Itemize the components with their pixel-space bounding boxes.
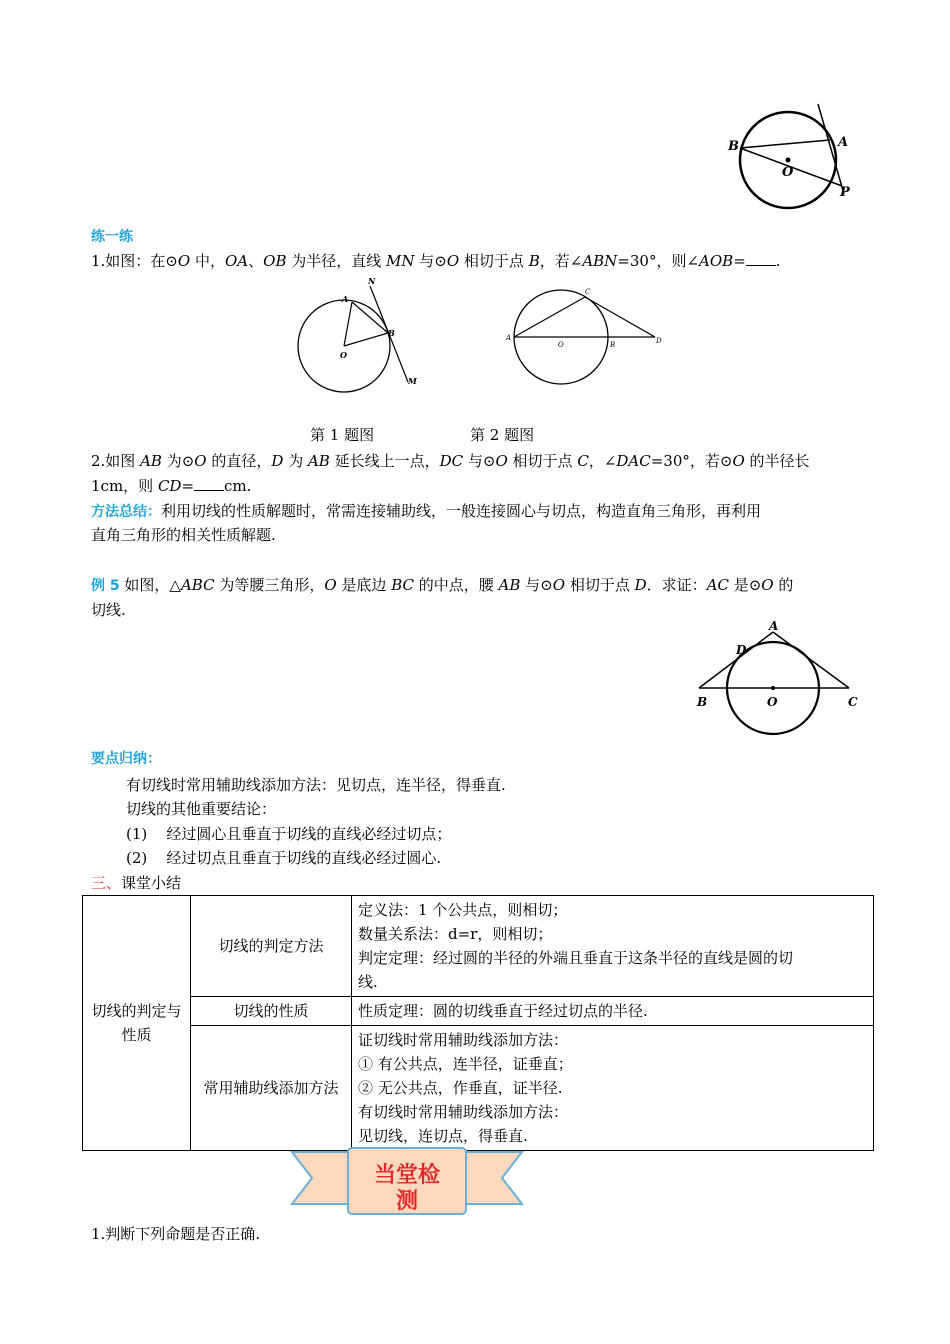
summary-content-3: 证切线时常用辅助线添加方法： ① 有公共点，连半径，证垂直； ② 无公共点，作垂直，证半径. 有切线时常用辅助线添加方法： 见切线，连切点，得垂直. <box>352 1026 874 1151</box>
fig1-caption: 第 1 题图 <box>310 426 375 444</box>
keypoints-heading: 要点归纳： <box>91 751 161 767</box>
summary-topic: 切线的判定与性质 <box>83 896 191 1151</box>
method-summary-line2: 直角三角形的相关性质解题. <box>91 526 276 544</box>
ex5-label-a: A <box>769 619 779 633</box>
fig2-label-b: B <box>610 341 616 349</box>
test-q1: 1.判断下列命题是否正确. <box>91 1225 261 1243</box>
fig2-label-o: O <box>558 341 564 349</box>
practice-q1: 1.如图：在⊙O 中，OA、OB 为半径，直线 MN 与⊙O 相切于点 B，若∠ABN=30°，则∠AOB= . <box>91 252 781 270</box>
fig2-label-c: C <box>585 288 591 296</box>
summary-table <box>82 895 874 1151</box>
fig2-caption: 第 2 题图 <box>470 426 535 444</box>
fig1-label-a: A <box>342 294 349 304</box>
answer-blank[interactable] <box>746 251 776 266</box>
keypoints-item2: (2) 经过切点且垂直于切线的直线必经过圆心. <box>126 849 442 867</box>
fig1-label-b: B <box>388 328 395 338</box>
fig2-label-a: A <box>506 334 512 342</box>
summary-category-3: 常用辅助线添加方法 <box>191 1026 352 1151</box>
ex5-label-d: D <box>736 643 747 657</box>
fig-top-label-b: B <box>728 139 739 154</box>
answer-blank[interactable] <box>194 476 224 491</box>
keypoints-item1: (1) 经过圆心且垂直于切线的直线必经过切点； <box>126 825 452 843</box>
fig-top-label-a: A <box>838 135 849 150</box>
fig1-label-o: O <box>340 350 347 360</box>
summary-content-1: 定义法：1 个公共点，则相切； 数量关系法：d=r，则相切； 判定定理：经过圆的半径的外端且垂直于这条半径的直线是圆的切 线. <box>352 896 874 997</box>
practice-heading: 练一练 <box>91 229 133 245</box>
keypoints-line1: 有切线时常用辅助线添加方法：见切点，连半径，得垂直. <box>126 776 506 794</box>
fig-top-label-p: P <box>840 185 850 200</box>
summary-heading: 三、课堂小结 <box>91 874 182 892</box>
figure-example5 <box>693 618 865 764</box>
banner-text-line2: 测 <box>395 1189 419 1214</box>
example5-line2: 切线. <box>91 601 126 619</box>
summary-category-1: 切线的判定方法 <box>191 896 352 997</box>
practice-q2-line2: 1cm，则 CD= cm. <box>91 477 252 495</box>
summary-content-2: 性质定理：圆的切线垂直于经过切点的半径. <box>352 997 874 1026</box>
fig2-label-d: D <box>656 337 662 345</box>
keypoints-line2: 切线的其他重要结论： <box>126 800 277 818</box>
figure-top-tangent <box>720 98 860 216</box>
summary-category-2: 切线的性质 <box>191 997 352 1026</box>
section-banner <box>288 1146 526 1220</box>
fig-top-label-o: O <box>782 165 794 180</box>
ex5-label-c: C <box>848 695 858 709</box>
ex5-label-b: B <box>697 695 708 709</box>
practice-q2-line1: 2.如图 AB 为⊙O 的直径，D 为 AB 延长线上一点，DC 与⊙O 相切于点 C，∠DAC=30°，若⊙O 的半径长 <box>91 452 810 470</box>
method-summary-line1: 方法总结：利用切线的性质解题时，常需连接辅助线，一般连接圆心与切点，构造直角三角形，再利用 <box>91 502 762 520</box>
ex5-label-o: O <box>767 695 778 709</box>
fig1-label-m: M <box>408 376 417 386</box>
figure-2 <box>503 280 665 390</box>
fig1-label-n: N <box>368 276 376 286</box>
example5-line1: 例 5 如图，△ABC 为等腰三角形，O 是底边 BC 的中点，腰 AB 与⊙O 相切于点 D．求证：AC 是⊙O 的 <box>91 576 794 594</box>
banner-text-line1: 当堂检 <box>373 1163 441 1188</box>
figure-1 <box>296 276 426 400</box>
